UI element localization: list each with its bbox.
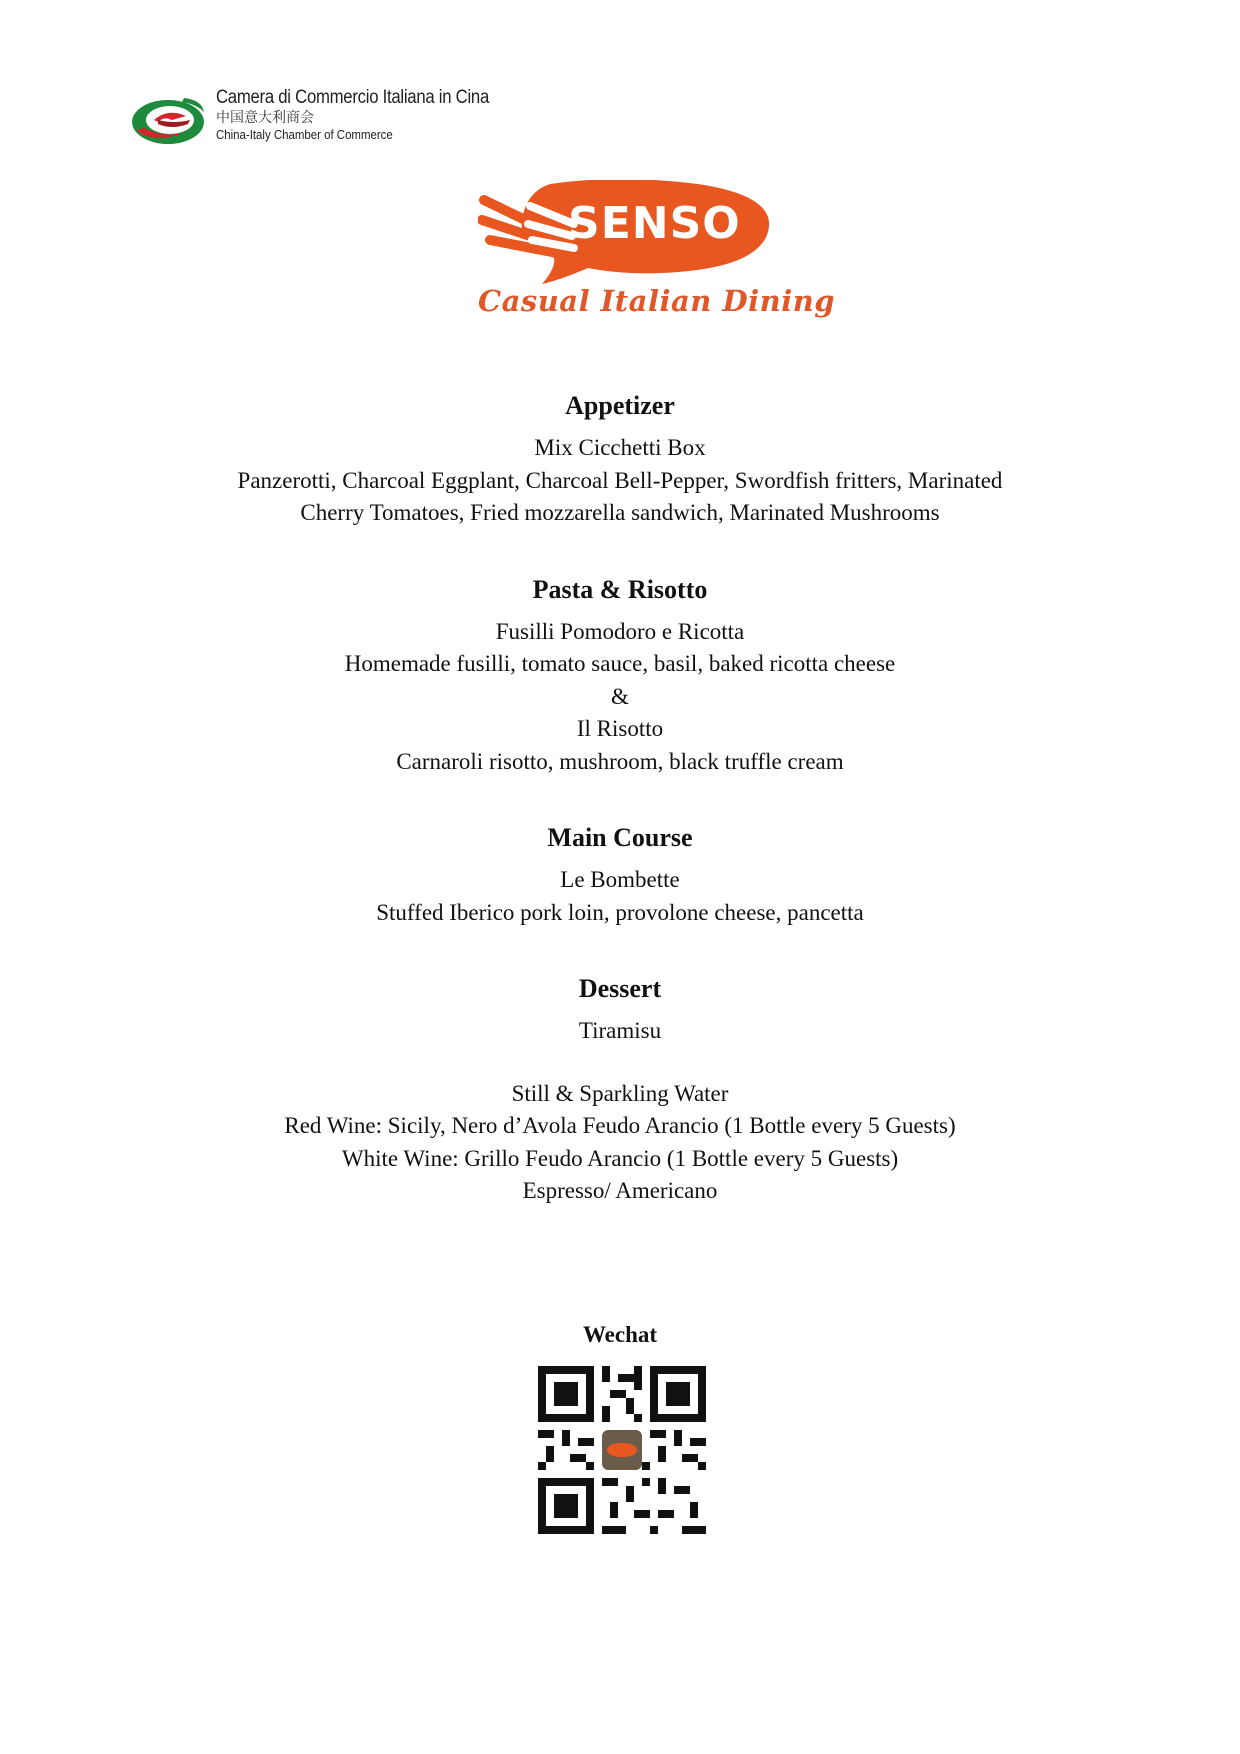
chamber-name-chinese: 中国意大利商会	[216, 108, 314, 125]
menu-line: White Wine: Grillo Feudo Arancio (1 Bottle every 5 Guests)	[341, 1145, 899, 1171]
senso-tagline: Casual Italian Dining	[478, 284, 836, 318]
chamber-logo	[128, 86, 488, 152]
menu-line: Espresso/ Americano	[522, 1178, 718, 1203]
chamber-emblem-icon	[128, 90, 208, 148]
menu-line: Cherry Tomatoes, Fried mozzarella sandwich, Marinated Mushrooms	[300, 500, 940, 525]
section-title-appetizer: Appetizer	[565, 391, 675, 420]
menu-line: Homemade fusilli, tomato sauce, basil, baked ricotta cheese	[344, 651, 896, 676]
menu-line: Red Wine: Sicily, Nero d’Avola Feudo Arancio (1 Bottle every 5 Guests)	[284, 1113, 956, 1138]
senso-wordmark: SENSO	[568, 198, 741, 249]
section-dessert	[0, 973, 1240, 1048]
chamber-name-english: China-Italy Chamber of Commerce	[216, 127, 393, 143]
section-title-dessert: Dessert	[578, 974, 662, 1003]
menu-line: Still & Sparkling Water	[511, 1080, 729, 1106]
menu-line: Mix Cicchetti Box	[534, 435, 706, 460]
menu-line: Carnaroli risotto, mushroom, black truffle cream	[396, 748, 844, 774]
chamber-name-italian: Camera di Commercio Italiana in Cina	[216, 87, 489, 108]
section-title-pasta-risotto: Pasta & Risotto	[532, 574, 708, 604]
menu-line: Fusilli Pomodoro e Ricotta	[495, 618, 745, 644]
menu-line: Stuffed Iberico pork loin, provolone cheese, pancetta	[376, 899, 864, 925]
section-appetizer	[0, 390, 1240, 530]
section-main-course	[0, 822, 1240, 929]
menu-line: Panzerotti, Charcoal Eggplant, Charcoal Bell-Pepper, Swordfish fritters, Marinated	[237, 467, 1003, 493]
menu-line: Le Bombette	[560, 867, 680, 892]
menu-line: &	[611, 683, 629, 709]
wechat-title: Wechat	[582, 1322, 658, 1347]
section-drinks	[0, 1078, 1240, 1208]
senso-logo	[478, 180, 836, 340]
section-pasta-risotto	[0, 574, 1240, 779]
menu-body	[0, 390, 1240, 1208]
qr-code-icon[interactable]	[538, 1366, 706, 1534]
menu-line: Tiramisu	[578, 1018, 662, 1043]
wechat-section	[0, 1320, 1240, 1350]
section-title-main-course: Main Course	[547, 823, 693, 852]
menu-line: Il Risotto	[576, 716, 664, 741]
